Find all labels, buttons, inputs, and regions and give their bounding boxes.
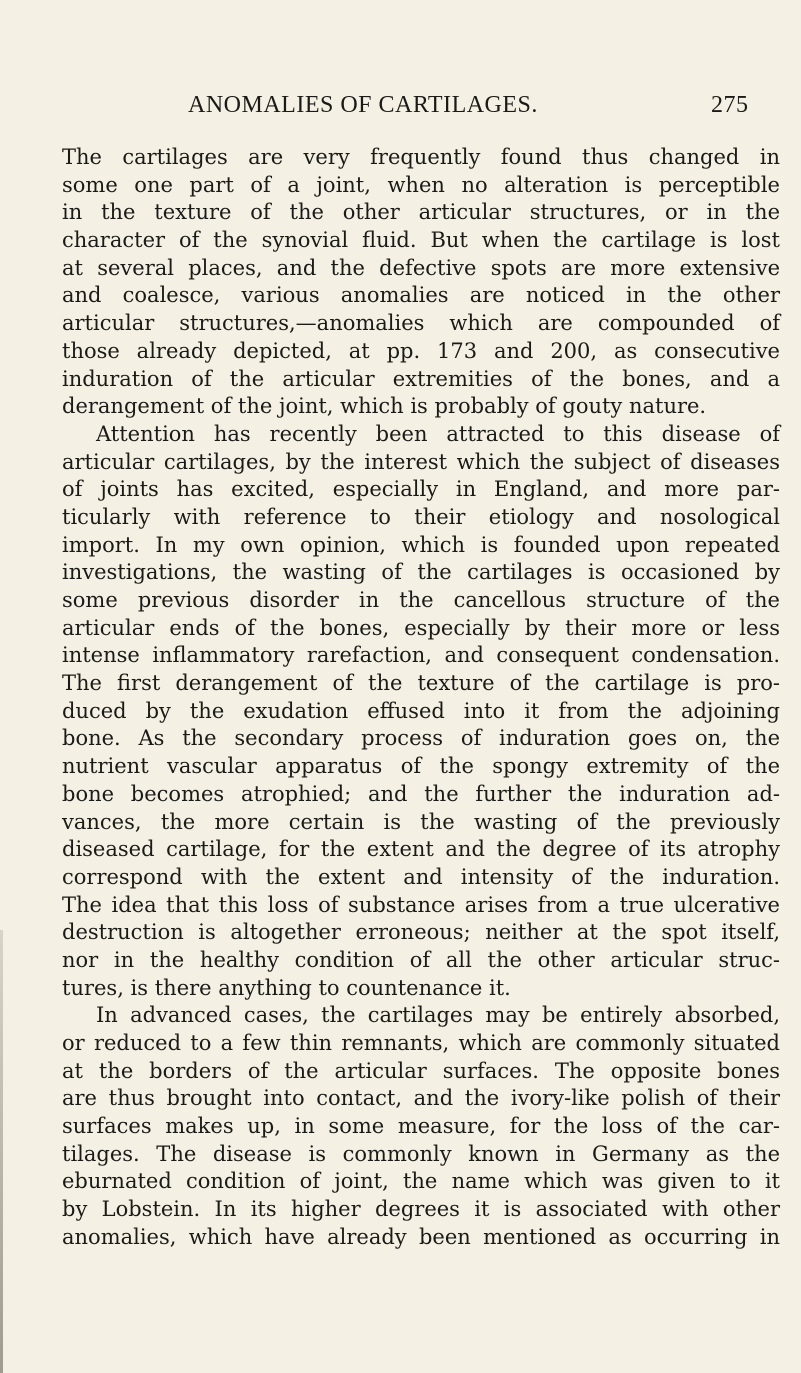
text-line: vances, the more certain is the wasting of the previously	[62, 809, 780, 834]
text-line: nor in the healthy condition of all the other articular struc-	[62, 947, 780, 972]
paragraph-start-line: Attention has recently been attracted to this disease of	[96, 421, 780, 446]
text-line: investigations, the wasting of the cartilages is occasioned by	[62, 560, 780, 585]
running-header	[0, 92, 801, 122]
text-line: derangement of the joint, which is probably of gouty nature.	[62, 394, 707, 419]
text-line: character of the synovial fluid. But when the cartilage is lost	[62, 228, 780, 253]
text-line: The first derangement of the texture of the cartilage is pro-	[62, 671, 780, 696]
text-line: The cartilages are very frequently found thus changed in	[62, 145, 780, 169]
text-line: diseased cartilage, for the extent and the degree of its atrophy	[62, 837, 780, 862]
text-line: ticularly with reference to their etiology and nosological	[62, 504, 780, 529]
text-line: anomalies, which have already been mentioned as occurring in	[62, 1224, 780, 1249]
text-line: bone. As the secondary process of induration goes on, the	[62, 726, 780, 751]
text-line: surfaces makes up, in some measure, for the loss of the car-	[62, 1114, 780, 1139]
text-line: articular structures,—anomalies which are compounded of	[62, 311, 780, 336]
text-line: intense inflammatory rarefaction, and consequent condensation.	[62, 643, 780, 668]
text-line: those already depicted, at pp. 173 and 200, as consecutive	[62, 338, 780, 363]
text-line: some one part of a joint, when no alteration is perceptible	[62, 172, 780, 197]
text-line: tures, is there anything to countenance it.	[62, 975, 511, 1000]
text-line: correspond with the extent and intensity of the induration.	[62, 864, 780, 889]
text-line: and coalesce, various anomalies are noticed in the other	[62, 283, 780, 308]
text-line: import. In my own opinion, which is founded upon repeated	[62, 532, 780, 557]
text-line: destruction is altogether erroneous; neither at the spot itself,	[62, 920, 780, 945]
text-line: some previous disorder in the cancellous structure of the	[62, 588, 780, 612]
text-line: eburnated condition of joint, the name which was given to it	[62, 1169, 780, 1194]
text-line: induration of the articular extremities of the bones, and a	[62, 366, 780, 391]
text-line: at the borders of the articular surfaces. The opposite bones	[62, 1058, 780, 1083]
text-line: in the texture of the other articular structures, or in the	[62, 200, 780, 225]
text-line: tilages. The disease is commonly known in Germany as the	[62, 1141, 780, 1166]
text-line: at several places, and the defective spots are more extensive	[62, 255, 780, 280]
binding-edge-shadow	[0, 930, 3, 1373]
text-line: by Lobstein. In its higher degrees it is associated with other	[62, 1197, 780, 1222]
text-line: nutrient vascular apparatus of the spongy extremity of the	[62, 754, 780, 779]
page-number: 275	[711, 92, 749, 118]
text-line: or reduced to a few thin remnants, which are commonly situated	[62, 1031, 780, 1055]
text-line: bone becomes atrophied; and the further the induration ad-	[62, 781, 780, 806]
text-line: duced by the exudation effused into it from the adjoining	[62, 698, 780, 723]
text-line: articular ends of the bones, especially by their more or less	[62, 615, 780, 640]
text-line: articular cartilages, by the interest which the subject of diseases	[62, 449, 780, 474]
running-title: ANOMALIES OF CARTILAGES.	[188, 92, 538, 118]
text-line: The idea that this loss of substance arises from a true ulcerative	[62, 892, 780, 917]
body-text	[62, 144, 780, 1252]
paragraph-start-line: In advanced cases, the cartilages may be entirely absorbed,	[96, 1003, 780, 1028]
text-line: are thus brought into contact, and the ivory-like polish of their	[62, 1086, 780, 1111]
text-line: of joints has excited, especially in England, and more par-	[62, 477, 780, 502]
